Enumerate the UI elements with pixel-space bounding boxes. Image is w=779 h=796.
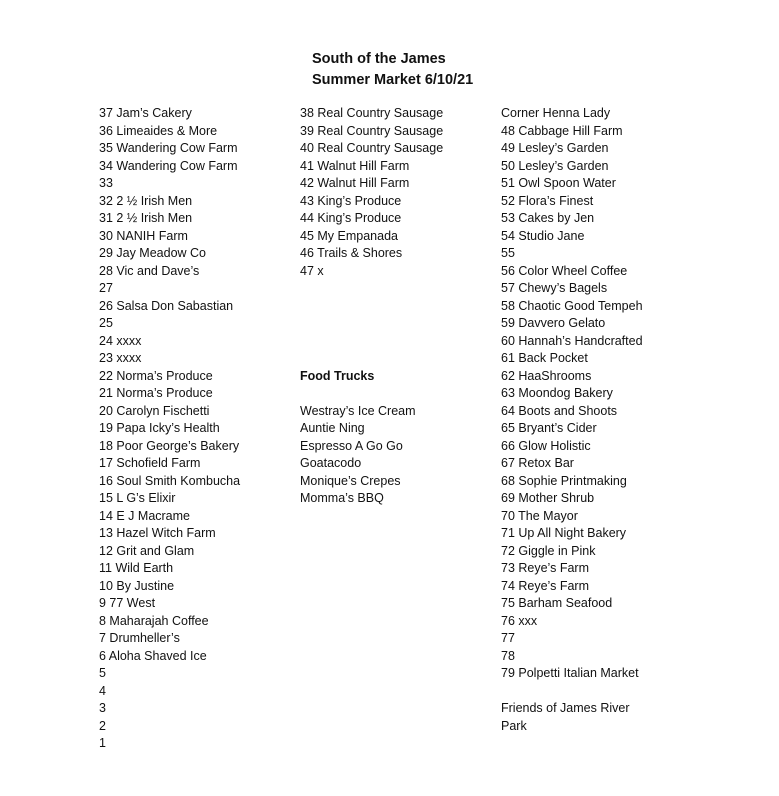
title-line-1: South of the James <box>312 51 446 67</box>
vendor-entry: 18 Poor George’s Bakery <box>99 438 240 453</box>
vendor-entry: 23 xxxx <box>99 351 142 365</box>
vendor-entry: 57 Chewy’s Bagels <box>501 281 608 295</box>
vendor-entry: 39 Real Country Sausage <box>300 123 444 138</box>
vendor-entry: 35 Wandering Cow Farm <box>99 141 238 155</box>
vendor-entry: 16 Soul Smith Kombucha <box>99 473 241 488</box>
vendor-entry: 64 Boots and Shoots <box>501 403 618 418</box>
vendor-entry: 22 Norma’s Produce <box>99 368 213 383</box>
vendor-entry: 54 Studio Jane <box>501 228 585 243</box>
vendor-entry: 45 My Empanada <box>300 228 398 243</box>
vendor-entry: 79 Polpetti Italian Market <box>501 666 639 680</box>
vendor-entry: 3 <box>99 701 106 715</box>
document-title <box>312 49 473 91</box>
vendor-entry: 67 Retox Bar <box>501 456 574 470</box>
vendor-entry: 44 King’s Produce <box>300 211 402 225</box>
vendor-entry: Corner Henna Lady <box>501 106 611 120</box>
vendor-entry: 30 NANIH Farm <box>99 228 188 243</box>
vendor-entry: 56 Color Wheel Coffee <box>501 263 628 278</box>
vendor-entry: 42 Walnut Hill Farm <box>300 176 410 190</box>
vendor-entry: 4 <box>99 683 106 698</box>
spacer <box>300 385 443 403</box>
food-truck-entry: Momma’s BBQ <box>300 491 384 505</box>
vendor-entry: 61 Back Pocket <box>501 351 588 365</box>
vendor-entry: 2 <box>99 718 106 733</box>
vendor-entry: 34 Wandering Cow Farm <box>99 158 238 173</box>
vendor-entry: 58 Chaotic Good Tempeh <box>501 298 643 313</box>
vendor-list-right <box>501 105 643 683</box>
footer-note-line-2: Park <box>501 718 527 733</box>
vendor-entry: 9 77 West <box>99 596 156 610</box>
vendor-entry: 25 <box>99 316 113 330</box>
food-truck-entry: Auntie Ning <box>300 421 365 435</box>
vendor-entry: 53 Cakes by Jen <box>501 211 595 225</box>
vendor-entry: 14 E J Macrame <box>99 508 191 523</box>
vendor-entry: 68 Sophie Printmaking <box>501 473 627 488</box>
vendor-entry: 73 Reye’s Farm <box>501 561 589 575</box>
footer-note-line-1: Friends of James River <box>501 701 630 715</box>
vendor-entry: 71 Up All Night Bakery <box>501 526 627 540</box>
vendor-entry: 32 2 ½ Irish Men <box>99 193 193 208</box>
vendor-entry: 40 Real Country Sausage <box>300 141 444 155</box>
food-truck-entry: Espresso A Go Go <box>300 438 403 453</box>
vendor-entry: 15 L G’s Elixir <box>99 491 176 505</box>
vendor-entry: 66 Glow Holistic <box>501 438 591 453</box>
vendor-entry: 48 Cabbage Hill Farm <box>501 123 623 138</box>
food-truck-entry: Goatacodo <box>300 456 362 470</box>
vendor-entry: 17 Schofield Farm <box>99 456 201 470</box>
vendor-entry: 46 Trails & Shores <box>300 246 403 260</box>
vendor-entry: 7 Drumheller’s <box>99 631 180 645</box>
spacer <box>300 333 443 351</box>
vendor-entry: 19 Papa Icky’s Health <box>99 421 220 435</box>
vendor-column-middle <box>300 105 443 508</box>
vendor-entry: 6 Aloha Shaved Ice <box>99 648 207 663</box>
spacer <box>501 683 643 701</box>
vendor-entry: 1 <box>99 736 106 750</box>
vendor-entry: 37 Jam’s Cakery <box>99 106 192 120</box>
vendor-entry: 13 Hazel Witch Farm <box>99 526 216 540</box>
food-trucks-heading: Food Trucks <box>300 368 375 383</box>
vendor-entry: 75 Barham Seafood <box>501 596 613 610</box>
vendor-entry: 65 Bryant’s Cider <box>501 421 597 435</box>
vendor-entry: 5 <box>99 666 106 680</box>
vendor-entry: 47 x <box>300 263 324 278</box>
vendor-entry: 69 Mother Shrub <box>501 491 595 505</box>
vendor-entry: 10 By Justine <box>99 578 175 593</box>
vendor-entry: 38 Real Country Sausage <box>300 106 444 120</box>
vendor-entry: 59 Davvero Gelato <box>501 316 606 330</box>
food-truck-entry: Monique’s Crepes <box>300 473 401 488</box>
vendor-entry: 55 <box>501 246 515 260</box>
vendor-column-left <box>99 105 240 753</box>
vendor-entry: 27 <box>99 281 113 295</box>
vendor-entry: 29 Jay Meadow Co <box>99 246 207 260</box>
food-truck-entry: Westray’s Ice Cream <box>300 403 416 418</box>
vendor-entry: 78 <box>501 648 515 663</box>
vendor-entry: 49 Lesley’s Garden <box>501 141 609 155</box>
vendor-entry: 33 <box>99 176 113 190</box>
vendor-entry: 8 Maharajah Coffee <box>99 613 209 628</box>
vendor-entry: 20 Carolyn Fischetti <box>99 403 210 418</box>
vendor-entry: 62 HaaShrooms <box>501 368 592 383</box>
vendor-entry: 28 Vic and Dave’s <box>99 263 200 278</box>
spacer <box>300 350 443 368</box>
vendor-entry: 51 Owl Spoon Water <box>501 176 616 190</box>
vendor-entry: 77 <box>501 631 515 645</box>
vendor-entry: 12 Grit and Glam <box>99 543 195 558</box>
vendor-entry: 31 2 ½ Irish Men <box>99 211 193 225</box>
vendor-column-right <box>501 105 643 735</box>
vendor-entry: 52 Flora’s Finest <box>501 193 594 208</box>
vendor-entry: 50 Lesley’s Garden <box>501 158 609 173</box>
title-line-2: Summer Market 6/10/21 <box>312 72 474 88</box>
vendor-entry: 36 Limeaides & More <box>99 123 218 138</box>
vendor-entry: 24 xxxx <box>99 333 142 348</box>
spacer <box>300 298 443 316</box>
vendor-entry: 60 Hannah’s Handcrafted <box>501 333 643 348</box>
vendor-entry: 76 xxx <box>501 613 538 628</box>
vendor-entry: 63 Moondog Bakery <box>501 386 613 400</box>
vendor-entry: 72 Giggle in Pink <box>501 543 596 558</box>
vendor-list-middle <box>300 105 443 280</box>
vendor-entry: 11 Wild Earth <box>99 561 174 575</box>
vendor-entry: 43 King’s Produce <box>300 193 402 208</box>
vendor-entry: 21 Norma’s Produce <box>99 386 213 400</box>
spacer <box>300 280 443 298</box>
spacer <box>300 315 443 333</box>
vendor-entry: 74 Reye’s Farm <box>501 578 589 593</box>
vendor-entry: 41 Walnut Hill Farm <box>300 158 410 173</box>
vendor-entry: 26 Salsa Don Sabastian <box>99 298 234 313</box>
vendor-entry: 70 The Mayor <box>501 508 578 523</box>
food-trucks-list <box>300 403 443 508</box>
